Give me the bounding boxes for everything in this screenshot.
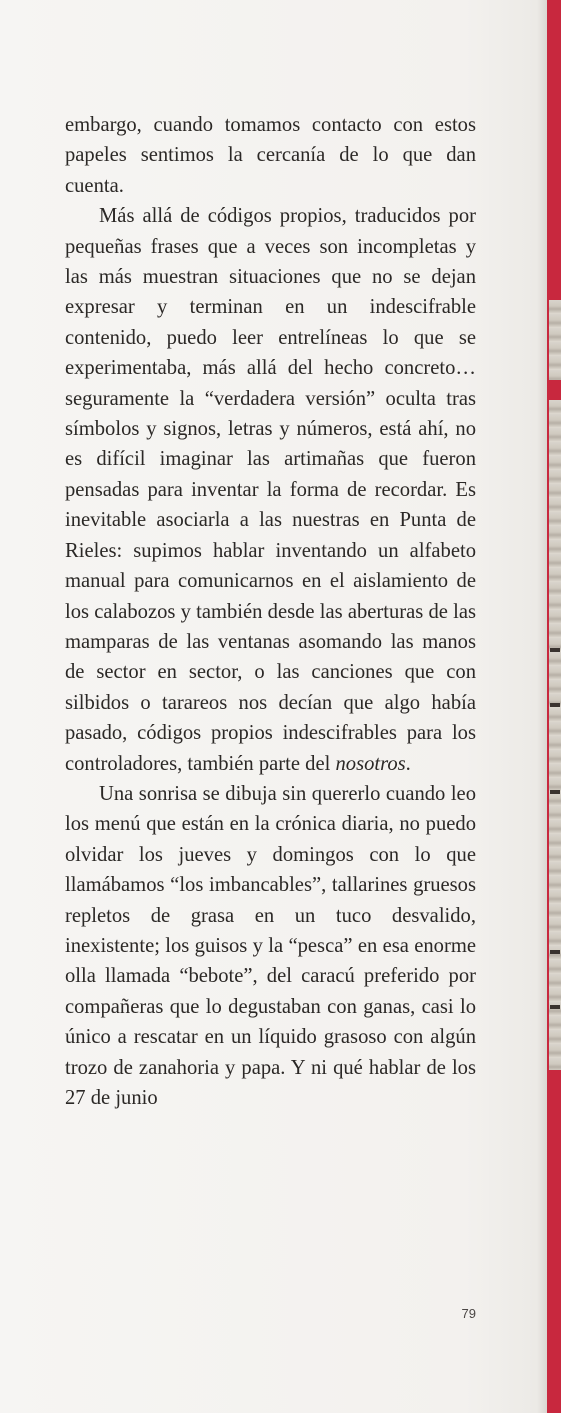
page-number: 79	[461, 1306, 476, 1321]
edge-ink-mark	[550, 950, 560, 954]
paragraph-tail: .	[405, 752, 411, 775]
edge-ink-mark	[550, 703, 560, 707]
emphasized-word: nosotros	[335, 752, 406, 775]
edge-ink-mark	[550, 648, 560, 652]
edge-ink-mark	[550, 1005, 560, 1009]
adjacent-page-photo-fragment	[549, 400, 561, 1070]
paragraph	[65, 201, 476, 779]
edge-ink-mark	[550, 790, 560, 794]
paragraph: Una sonrisa se dibuja sin quererlo cuando leo los menú que están en la crónica diaria, no puedo olvidar los jueves y domingos con lo que llamábamos “los imbancables”, tallarines gruesos repletos de grasa en un tuco desvalido, inexistente; los guisos y la “pesca” en esa enorme olla llamada “bebote”, del caracú preferido por compañeras que lo degustaban con ganas, casi lo único a rescatar en un líquido grasoso con algún trozo de zanahoria y papa. Y ni qué hablar de los 27 de junio	[65, 782, 476, 1109]
paragraph: embargo, cuando tomamos contacto con estos papeles sentimos la cercanía de lo que dan cuenta.	[65, 114, 476, 197]
paragraph-text: Más allá de códigos propios, traducidos por pequeñas frases que a veces son incompletas y las más muestran situaciones que no se dejan expresar y terminan en un indescifrable contenido, puedo leer entrelíneas lo que se experimentaba, más allá del hecho concreto… seguramente la “verdadera versión” oculta tras símbolos y signos, letras y números, está ahí, no es difícil imaginar las artimañas que fueron pensadas para inventar la forma de recordar. Es inevitable asociarla a las nuestras en Punta de Rieles: supimos hablar inventando un alfabeto manual para comunicarnos en el aislamiento de los calabozos y también desde las aberturas de las mamparas de las ventanas asomando las manos de sector en sector, o las canciones que con silbidos o tarareos nos decían que algo había pasado, códigos propios indescifrables para los controladores, también parte del	[65, 205, 476, 775]
body-text	[65, 110, 476, 1113]
adjacent-page-photo-fragment	[549, 300, 561, 380]
